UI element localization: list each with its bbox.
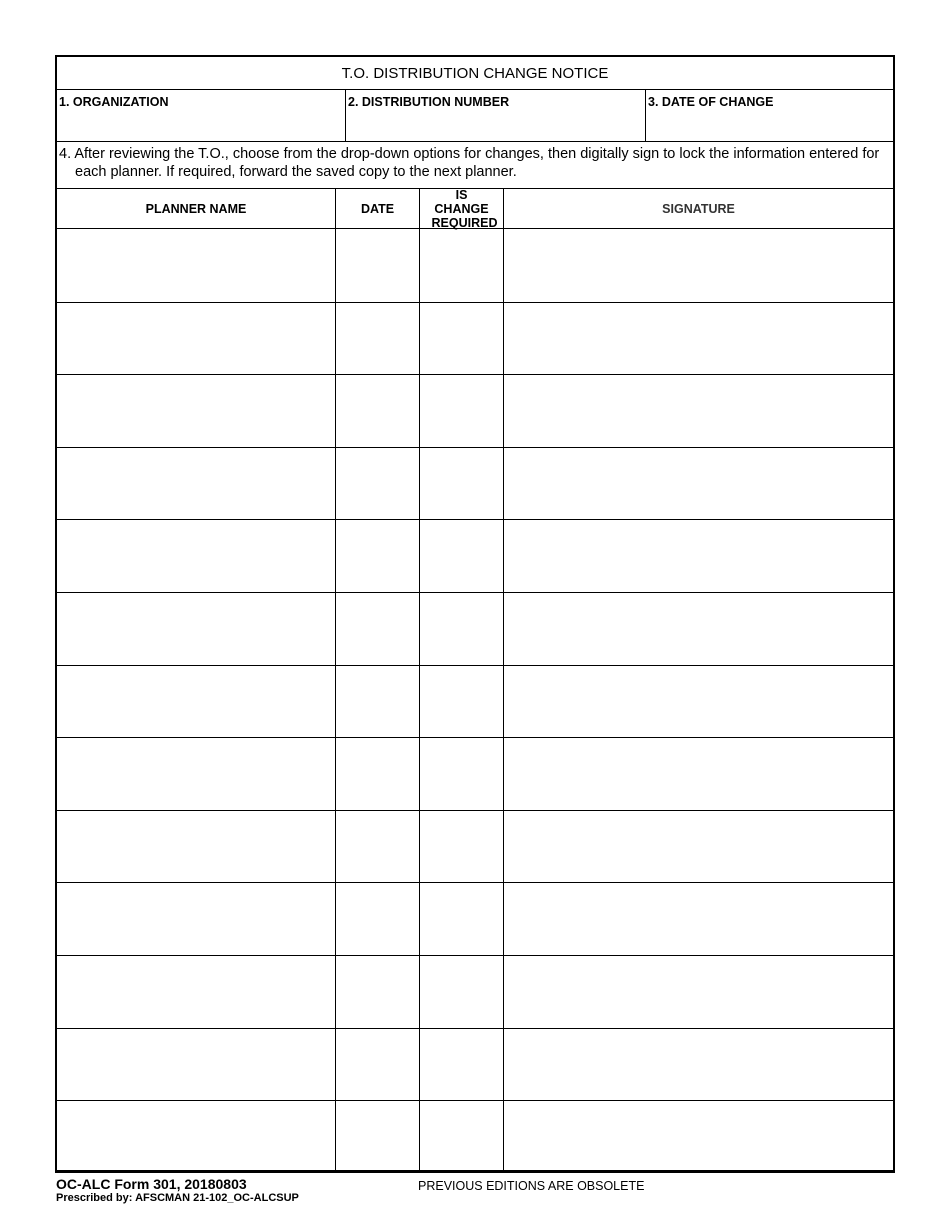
obsolete-notice: PREVIOUS EDITIONS ARE OBSOLETE: [418, 1179, 645, 1193]
signature-field[interactable]: [507, 253, 890, 277]
date-cell: [336, 956, 420, 1028]
is-change-required-cell: [420, 229, 504, 302]
date-cell: [336, 666, 420, 738]
planner-table-header: [57, 189, 893, 229]
table-row: [57, 592, 893, 665]
signature-field[interactable]: [507, 617, 890, 641]
is-change-required-select[interactable]: [423, 835, 500, 857]
planner-name-cell: [57, 1101, 336, 1173]
signature-field[interactable]: [507, 762, 890, 786]
signature-cell: [504, 520, 893, 592]
planner-name-input[interactable]: [60, 472, 332, 496]
date-input[interactable]: [339, 1125, 416, 1149]
planner-name-cell: [57, 520, 336, 592]
date-header: DATE: [336, 189, 420, 228]
signature-field[interactable]: [507, 835, 890, 859]
is-change-required-select[interactable]: [423, 472, 500, 494]
date-input[interactable]: [339, 617, 416, 641]
table-row: [57, 810, 893, 883]
is-change-required-select[interactable]: [423, 544, 500, 566]
date-input[interactable]: [339, 544, 416, 568]
is-change-required-select[interactable]: [423, 980, 500, 1002]
is-change-required-cell: [420, 593, 504, 665]
date-input[interactable]: [339, 690, 416, 714]
table-row: [57, 882, 893, 955]
date-cell: [336, 593, 420, 665]
date-cell: [336, 448, 420, 520]
is-change-required-select[interactable]: [423, 617, 500, 639]
is-change-required-cell: [420, 520, 504, 592]
table-row: [57, 519, 893, 592]
planner-name-cell: [57, 448, 336, 520]
date-cell: [336, 811, 420, 883]
table-row: [57, 1028, 893, 1101]
planner-name-header: PLANNER NAME: [57, 189, 336, 228]
distribution-change-form: [55, 55, 895, 1173]
instructions-row: [57, 142, 893, 189]
planner-name-cell: [57, 666, 336, 738]
date-of-change-label: 3. DATE OF CHANGE: [648, 95, 774, 109]
date-input[interactable]: [339, 253, 416, 277]
is-change-required-select[interactable]: [423, 907, 500, 929]
planner-name-input[interactable]: [60, 617, 332, 641]
table-row: [57, 955, 893, 1028]
is-change-required-cell: [420, 956, 504, 1028]
is-change-required-select[interactable]: [423, 253, 500, 275]
form-id: OC-ALC Form 301, 20180803: [56, 1176, 247, 1192]
table-row: [57, 374, 893, 447]
table-row: [57, 302, 893, 375]
planner-name-cell: [57, 303, 336, 375]
is-change-required-select[interactable]: [423, 1125, 500, 1147]
is-change-required-cell: [420, 666, 504, 738]
date-cell: [336, 229, 420, 302]
table-row: [57, 665, 893, 738]
signature-cell: [504, 666, 893, 738]
planner-table-body: [57, 229, 893, 1173]
planner-name-cell: [57, 1029, 336, 1101]
header-fields-row: [57, 90, 893, 142]
is-change-required-select[interactable]: [423, 399, 500, 421]
signature-cell: [504, 375, 893, 447]
planner-name-cell: [57, 229, 336, 302]
signature-cell: [504, 811, 893, 883]
date-of-change-input[interactable]: [648, 112, 889, 137]
is-change-required-cell: [420, 738, 504, 810]
signature-cell: [504, 1101, 893, 1173]
planner-name-cell: [57, 375, 336, 447]
date-cell: [336, 520, 420, 592]
prescribed-by: Prescribed by: AFSCMAN 21-102_OC-ALCSUP: [56, 1192, 299, 1204]
planner-name-input[interactable]: [60, 327, 332, 351]
is-change-required-header-label: IS CHANGE REQUIRED: [431, 187, 498, 230]
planner-name-input[interactable]: [60, 1053, 332, 1077]
is-change-required-cell: [420, 883, 504, 955]
planner-name-input[interactable]: [60, 399, 332, 423]
signature-field[interactable]: [507, 1053, 890, 1077]
signature-cell: [504, 303, 893, 375]
is-change-required-cell: [420, 1029, 504, 1101]
organization-field-cell: [57, 90, 346, 141]
signature-header: SIGNATURE: [662, 201, 735, 216]
planner-name-input[interactable]: [60, 835, 332, 859]
signature-field[interactable]: [507, 1125, 890, 1149]
is-change-required-select[interactable]: [423, 1053, 500, 1075]
date-of-change-field-cell: [646, 90, 893, 141]
date-input[interactable]: [339, 327, 416, 351]
distribution-number-input[interactable]: [348, 112, 641, 137]
is-change-required-cell: [420, 303, 504, 375]
planner-name-cell: [57, 883, 336, 955]
signature-field[interactable]: [507, 544, 890, 568]
is-change-required-cell: [420, 811, 504, 883]
signature-field[interactable]: [507, 472, 890, 496]
date-input[interactable]: [339, 907, 416, 931]
date-cell: [336, 883, 420, 955]
date-input[interactable]: [339, 762, 416, 786]
signature-field[interactable]: [507, 327, 890, 351]
table-row: [57, 229, 893, 302]
date-input[interactable]: [339, 980, 416, 1004]
planner-name-input[interactable]: [60, 1125, 332, 1149]
signature-field[interactable]: [507, 980, 890, 1004]
table-row: [57, 447, 893, 520]
signature-cell: [504, 229, 893, 302]
planner-name-input[interactable]: [60, 980, 332, 1004]
is-change-required-cell: [420, 375, 504, 447]
signature-field[interactable]: [507, 690, 890, 714]
is-change-required-select[interactable]: [423, 690, 500, 712]
date-cell: [336, 1029, 420, 1101]
form-bottom-rule: [55, 1170, 895, 1171]
signature-cell: [504, 593, 893, 665]
distribution-number-label: 2. DISTRIBUTION NUMBER: [348, 95, 510, 109]
distribution-number-field-cell: [346, 90, 646, 141]
is-change-required-cell: [420, 1101, 504, 1173]
date-input[interactable]: [339, 399, 416, 423]
planner-name-input[interactable]: [60, 544, 332, 568]
signature-cell: [504, 883, 893, 955]
is-change-required-cell: [420, 448, 504, 520]
signature-field[interactable]: [507, 907, 890, 931]
signature-cell: [504, 1029, 893, 1101]
form-title: T.O. DISTRIBUTION CHANGE NOTICE: [57, 57, 893, 90]
date-input[interactable]: [339, 1053, 416, 1077]
organization-input[interactable]: [59, 112, 341, 137]
signature-cell: [504, 956, 893, 1028]
date-cell: [336, 375, 420, 447]
instructions-text: 4. After reviewing the T.O., choose from the drop-down options for changes, then digitally sign to lock the information entered for each planner. If required, forward the saved copy to the next planner.: [59, 146, 880, 180]
signature-cell: [504, 738, 893, 810]
is-change-required-select[interactable]: [423, 762, 500, 784]
form-footer: [55, 1175, 895, 1215]
organization-label: 1. ORGANIZATION: [59, 95, 169, 109]
date-cell: [336, 1101, 420, 1173]
signature-cell: [504, 448, 893, 520]
signature-field[interactable]: [507, 399, 890, 423]
planner-name-input[interactable]: [60, 907, 332, 931]
planner-name-cell: [57, 738, 336, 810]
is-change-required-select[interactable]: [423, 327, 500, 349]
planner-name-cell: [57, 811, 336, 883]
date-input[interactable]: [339, 835, 416, 859]
planner-name-input[interactable]: [60, 762, 332, 786]
planner-name-input[interactable]: [60, 690, 332, 714]
is-change-required-header: [420, 189, 504, 228]
planner-name-cell: [57, 593, 336, 665]
planner-name-input[interactable]: [60, 253, 332, 277]
date-input[interactable]: [339, 472, 416, 496]
table-row: [57, 737, 893, 810]
date-cell: [336, 303, 420, 375]
date-cell: [336, 738, 420, 810]
table-row: [57, 1100, 893, 1173]
planner-name-cell: [57, 956, 336, 1028]
